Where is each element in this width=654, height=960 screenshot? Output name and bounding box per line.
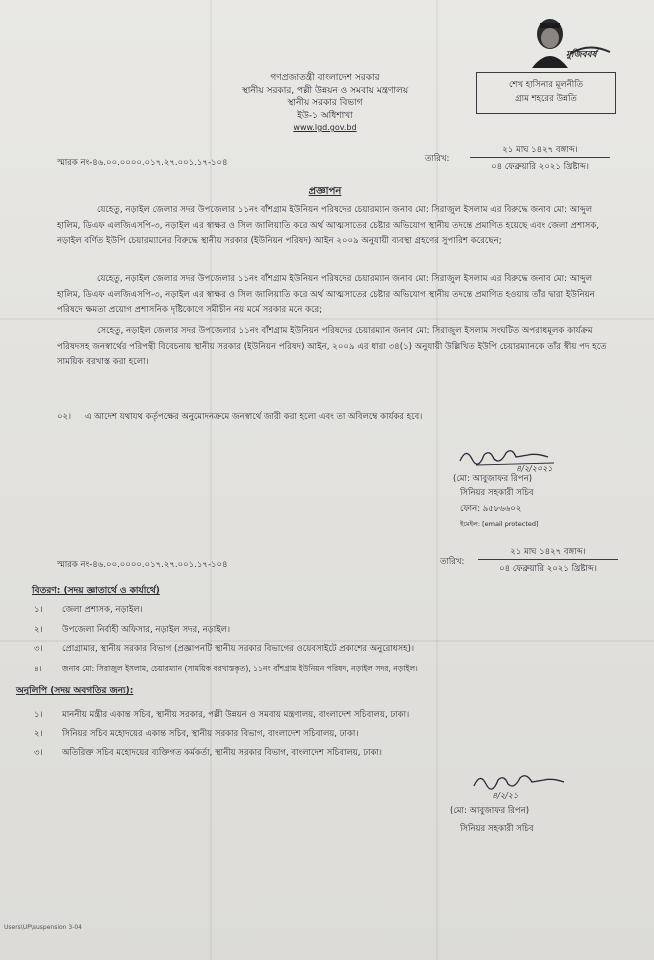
list-text: অতিরিক্ত সচিব মহোদয়ের ব্যক্তিগত কর্মকর্তা, স্থানীয় সরকার বিভাগ, বাংলাদেশ সচিবালয়, ঢাকা। bbox=[62, 748, 382, 758]
letterhead bbox=[205, 72, 445, 135]
paragraph-1: যেহেতু, নড়াইল জেলার সদর উপজেলার ১১নং বাঁশগ্রাম ইউনিয়ন পরিষদের চেয়ারম্যান জনাব মো: সিরাজুল ইসলাম এর বিরুদ্ধে জনাব মো: আব্দুল হালিম, ডিএফ এলজিএসপি-৩, নড়াইল এর স্বাক্ষর ও সিল জালিয়াতি করে অর্থ আত্মসাতের চেষ্টার অভিযোগ স্থানীয় তদন্তে প্রমাণিত হয়েছে এবং জেলা প্রশাসক, নড়াইল বর্ণিত ইউপি চেয়ারম্যানের বিরুদ্ধে স্থানীয় সরকার (ইউনিয়ন পরিষদ) আইন ২০০৯ অনুযায়ী ব্যবস্থা গ্রহণের সুপারিশ করেছেন; bbox=[57, 205, 600, 246]
distribution-item bbox=[34, 644, 414, 655]
officer-designation-2: সিনিয়র সহকারী সচিব bbox=[460, 824, 534, 834]
list-number: ২। bbox=[34, 729, 43, 739]
order-text: এ আদেশ যথাযথ কর্তৃপক্ষের অনুমোদনক্রমে জনস্বার্থে জারী করা হলো এবং তা অবিলম্বে কার্যকর হবে। bbox=[85, 412, 423, 422]
signature-scribble bbox=[470, 770, 580, 796]
paper-fold bbox=[0, 640, 654, 642]
distribution-item bbox=[34, 663, 418, 674]
list-number: ১। bbox=[34, 605, 43, 615]
govt-name: গণপ্রজাতন্ত্রী বাংলাদেশ সরকার bbox=[270, 73, 380, 83]
signature-scribble-text: স্বাক্ষর bbox=[456, 443, 459, 444]
portrait-icon bbox=[518, 12, 618, 70]
branch-name: ইউ-১ অধিশাখা bbox=[297, 110, 353, 121]
order-line bbox=[57, 412, 422, 423]
distribution-item bbox=[34, 605, 143, 616]
list-text: প্রোগ্রামার, স্থানীয় সরকার বিভাগ (প্রজ্ঞাপনটি স্থানীয় সরকার বিভাগের ওয়েবসাইটে প্রকাশের অনুরোধসহ)। bbox=[62, 644, 414, 654]
list-number: ৩। bbox=[34, 748, 43, 758]
date-label-2: তারিখ: bbox=[440, 557, 465, 567]
copy-item bbox=[34, 729, 358, 740]
copy-item bbox=[34, 710, 409, 721]
officer-name: (মো: আবুজাফর রিপন) bbox=[453, 474, 533, 484]
copy-item bbox=[34, 748, 382, 759]
officer-email[interactable]: ইমেইল: [email protected] bbox=[460, 520, 539, 528]
paragraph-3: সেহেতু, নড়াইল জেলার সদর উপজেলার ১১নং বাঁশগ্রাম ইউনিয়ন পরিষদের চেয়ারম্যান জনাব মো: সিরাজুল ইসলাম সংঘটিত অপরাধমূলক কার্যক্রম পরিষদসহ জনস্বার্থের পরিপন্থী বিবেচনায় স্থানীয় সরকার (ইউনিয়ন পরিষদ) আইন, ২০০৯ এর ধারা ৩৪(১) অনুযায়ী উল্লিখিত ইউপি চেয়ারম্যানকে তাঁর স্বীয় পদ হতে সাময়িক বরখাস্ত করা হলো। bbox=[57, 326, 607, 367]
signature-block-2 bbox=[470, 770, 590, 800]
list-text: সিনিয়র সচিব মহোদয়ের একান্ত সচিব, স্থানীয় সরকার বিভাগ, বাংলাদেশ সচিবালয়, ঢাকা। bbox=[62, 729, 359, 739]
date-english: ০৪ ফেব্রুয়ারি ২০২১ খ্রিষ্টাব্দ। bbox=[491, 162, 589, 172]
mujib-borsho-logo bbox=[518, 12, 618, 70]
list-text: জেলা প্রশাসক, নড়াইল। bbox=[62, 605, 143, 615]
list-text: উপজেলা নির্বাহী অফিসার, নড়াইল সদর, নড়াইল। bbox=[62, 625, 231, 635]
date-label: তারিখ: bbox=[425, 154, 450, 164]
list-text: মাননীয় মন্ত্রীর একান্ত সচিব, স্থানীয় সরকার, পল্লী উন্নয়ন ও সমবায় মন্ত্রণালয়, বাংলাদেশ সচিবালয়, ঢাকা। bbox=[62, 710, 410, 720]
ministry-name: স্থানীয় সরকার, পল্লী উন্নয়ন ও সমবায় মন্ত্রণালয় bbox=[241, 85, 409, 96]
list-number: ৪। bbox=[34, 664, 42, 673]
slogan-line-2: গ্রাম শহরের উন্নতি bbox=[515, 94, 577, 104]
signature-scribble-text: স্বাক্ষর bbox=[470, 770, 473, 771]
notification-title: প্রজ্ঞাপন bbox=[308, 186, 342, 197]
memo-ref-2: স্মারক নং-৪৬.০০.০০০০.০১৭.২৭.০০১.১৭-১০৪ bbox=[57, 560, 228, 570]
logo-caption: মুজিববর্ষ bbox=[566, 50, 597, 60]
paper-fold bbox=[210, 0, 212, 960]
paragraph-2: যেহেতু, নড়াইল জেলার সদর উপজেলার ১১নং বাঁশগ্রাম ইউনিয়ন পরিষদের চেয়ারম্যান জনাব মো: সিরাজুল ইসলাম এর বিরুদ্ধে জনাব মো: আব্দুল হালিম, ডিএফ এলজিএসপি-৩, নড়াইল এর স্বাক্ষর ও সিল জালিয়াতি করে অর্থ আত্মসাতের চেষ্টার অভিযোগ স্থানীয় তদন্তে প্রমাণিত হওয়ায় তাঁর দ্বারা ইউনিয়ন পরিষদে ক্ষমতা প্রয়োগ প্রশাসনিক দৃষ্টিকোণে সমীচীন নয় মর্মে সরকার মনে করে; bbox=[57, 274, 595, 315]
list-number: ২। bbox=[34, 625, 43, 635]
division-name: স্থানীয় সরকার বিভাগ bbox=[287, 98, 363, 108]
list-number: ১। bbox=[34, 710, 43, 720]
signature-date-hw: ৪/২/২০২১ bbox=[516, 464, 553, 473]
list-number: ৩। bbox=[34, 644, 43, 654]
distribution-item bbox=[34, 625, 230, 636]
officer-phone: ফোন: ৯৫৮৬৬০২ bbox=[460, 504, 522, 514]
signature-block-1 bbox=[456, 443, 606, 473]
order-number: ০২। bbox=[57, 412, 72, 422]
memo-ref: স্মারক নং-৪৬.০০.০০০০.০১৭.২৭.০০১.১৭-১০৪ bbox=[57, 158, 228, 168]
paper-fold bbox=[436, 0, 438, 960]
signature-date-hw: ৪/২/২১ bbox=[492, 791, 519, 800]
list-text: জনাব মো: সিরাজুল ইসলাম, চেয়ারম্যান (সাময়িক বরখাস্তকৃত), ১১নং বাঁশগ্রাম ইউনিয়ন পরিষদ, নড়াইল সদর, নড়াইল। bbox=[62, 664, 418, 673]
slogan-line-1: শেখ হাসিনার মূলনীতি bbox=[508, 80, 584, 90]
date-english-2: ০৪ ফেব্রুয়ারি ২০২১ খ্রিষ্টাব্দ। bbox=[499, 564, 597, 574]
slogan-box bbox=[476, 72, 616, 114]
date-bangla: ২১ মাঘ ১৪২৭ বঙ্গাব্দ। bbox=[470, 145, 610, 158]
website-link[interactable]: www.lgd.gov.bd bbox=[293, 123, 357, 132]
copy-heading: অনুলিপি (সদয় অবগতির জন্য): bbox=[16, 686, 134, 696]
footer-file-path: Users\UP\suspension 3-04 bbox=[4, 924, 83, 931]
officer-designation: সিনিয়র সহকারী সচিব bbox=[460, 488, 534, 498]
date-bangla-2: ২১ মাঘ ১৪২৭ বঙ্গাব্দ। bbox=[478, 547, 618, 560]
distribution-heading: বিতরণ: (সদয় জ্ঞাতার্থে ও কার্যার্থে) bbox=[32, 586, 160, 596]
officer-name-2: (মো: আবুজাফর রিপন) bbox=[450, 806, 530, 816]
